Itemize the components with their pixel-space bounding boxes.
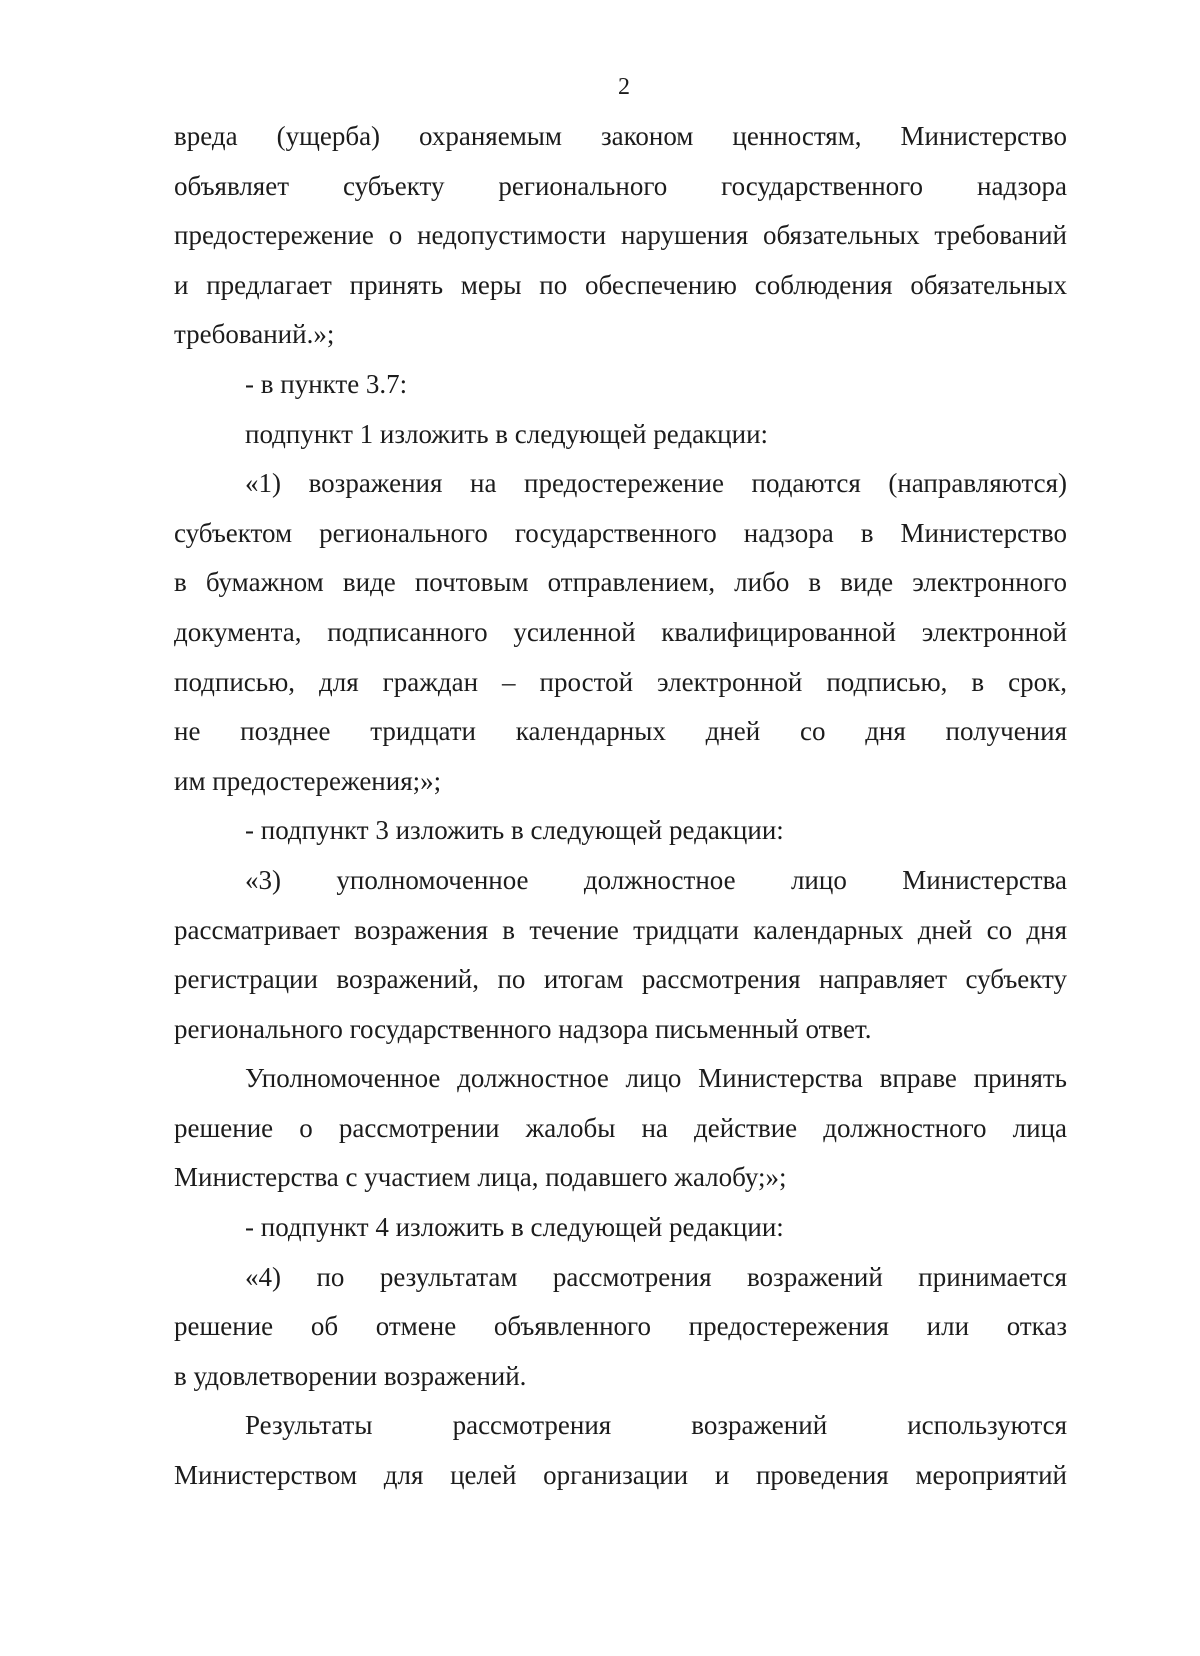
text-line: в удовлетворении возражений.: [174, 1360, 527, 1391]
paragraph-subclause-4-text: [174, 1253, 1067, 1402]
text-line: «4) по результатам рассмотрения возражений принимается: [245, 1261, 1067, 1292]
paragraph-subclause-3-text: [174, 856, 1067, 1054]
text-line: вреда (ущерба) охраняемым законом ценностям, Министерство: [174, 121, 1067, 151]
text-line: документа, подписанного усиленной квалифицированной электронной: [174, 616, 1067, 647]
text-line: подписью, для граждан – простой электронной подписью, в срок,: [174, 666, 1067, 697]
text-line: регионального государственного надзора письменный ответ.: [174, 1013, 872, 1044]
text-line: предостережение о недопустимости нарушения обязательных требований: [174, 220, 1067, 251]
text-line: Министерства с участием лица, подавшего жалобу;»;: [174, 1162, 787, 1193]
body-text: [174, 112, 1067, 1501]
text-line: решение о рассмотрении жалобы на действие должностного лица: [174, 1112, 1067, 1143]
paragraph-subclause-1-text: [174, 459, 1067, 806]
page-number: 2: [618, 74, 630, 100]
paragraph-clause-3-7: - в пункте 3.7:: [245, 368, 408, 399]
text-line: решение об отмене объявленного предостережения или отказ: [174, 1311, 1067, 1342]
text-line: рассматривает возражения в течение тридцати календарных дней со дня: [174, 914, 1067, 945]
paragraph-subclause-4-intro: - подпункт 4 изложить в следующей редакции:: [245, 1212, 784, 1243]
text-line: «3) уполномоченное должностное лицо Министерства: [245, 864, 1067, 895]
text-line: требований.»;: [174, 319, 335, 350]
text-line: не позднее тридцати календарных дней со дня получения: [174, 716, 1067, 747]
paragraph-subclause-3-intro: - подпункт 3 изложить в следующей редакции:: [245, 815, 784, 846]
text-line: Уполномоченное должностное лицо Министерства вправе принять: [245, 1063, 1067, 1094]
text-line: в бумажном виде почтовым отправлением, либо в виде электронного: [174, 567, 1067, 598]
text-line: Министерством для целей организации и проведения мероприятий: [174, 1460, 1067, 1491]
text-line: Результаты рассмотрения возражений используются: [245, 1410, 1067, 1441]
paragraph-complaint-review: [174, 1054, 1067, 1203]
text-line: «1) возражения на предостережение подаются (направляются): [245, 468, 1067, 499]
paragraph-subclause-1-intro: подпункт 1 изложить в следующей редакции:: [245, 418, 769, 449]
text-line: объявляет субъекту регионального государственного надзора: [174, 170, 1067, 201]
text-line: и предлагает принять меры по обеспечению соблюдения обязательных: [174, 269, 1067, 300]
paragraph-results-usage: [174, 1401, 1067, 1500]
paragraph-continuation-warning: [174, 112, 1067, 360]
text-line: регистрации возражений, по итогам рассмотрения направляет субъекту: [174, 964, 1067, 995]
text-line: им предостережения;»;: [174, 765, 442, 796]
text-line: субъектом регионального государственного надзора в Министерство: [174, 517, 1067, 548]
